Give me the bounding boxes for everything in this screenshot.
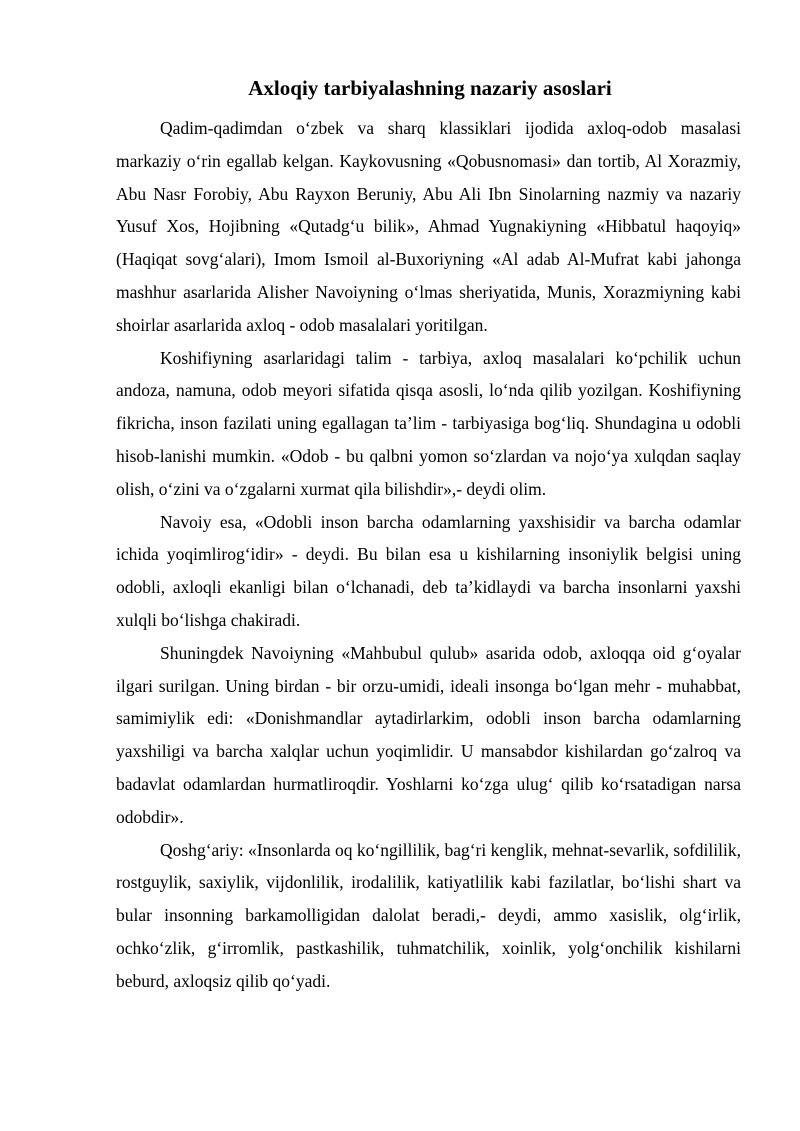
document-title: Axloqiy tarbiyalashning nazariy asoslari [248, 76, 612, 100]
paragraph-qoshgariy: Qoshg‘ariy: «Insonlarda oq ko‘ngillilik, bag‘ri kenglik, mehnat-sevarlik, sofdililik, rostguylik, saxiylik, vijdonlilik, irodalilik, katiyatlilik kabi fazilatlar, bo‘lishi shart va bular insonning barkamolligidan dalolat beradi,- deydi, ammo xasislik, olg‘irlik, ochko‘zlik, g‘irromlik, pastkashilik, tuhmatchilik, xoinlik, yolg‘onchilik kishilarni beburd, axloqsiz qilib qo‘yadi. [116, 839, 741, 991]
paragraph-mahbubul-qulub: Shuningdek Navoiyning «Mahbubul qulub» asarida odob, axloqqa oid g‘oyalar ilgari surilgan. Uning birdan - bir orzu-umidi, ideali insonga bo‘lgan mehr - muhabbat, samimiylik edi: «Donishmandlar aytadirlarkim, odobli inson barcha odamlarning yaxshiligi va barcha xalqlar uchun yoqimlidir. U mansabdor kishilardan go‘zalroq va badavlat odamlardan hurmatliroqdir. Yoshlarni ko‘zga ulug‘ qilib ko‘rsatadigan narsa odobdir». [116, 642, 741, 827]
paragraph-koshifiy: Koshifiyning asarlaridagi talim - tarbiya, axloq masalalari ko‘pchilik uchun andoza, namuna, odob meyori sifatida qisqa asosli, lo‘nda qilib yozilgan. Koshifiyning fikricha, inson fazilati uning egallagan ta’lim - tarbiyasiga bog‘liq. Shundagina u odobli hisob-lanishi mumkin. «Odob - bu qalbni yomon so‘zlardan va nojo‘ya xulqdan saqlay olish, o‘zini va o‘zgalarni xurmat qila bilishdir»,- deydi olim. [116, 347, 741, 499]
paragraph-classics: Qadim-qadimdan o‘zbek va sharq klassiklari ijodida axloq-odob masalasi markaziy o‘rin egallab kelgan. Kaykovusning «Qobusnomasi» dan tortib, Al Xorazmiy, Abu Nasr Forobiy, Abu Rayxon Beruniy, Abu Ali Ibn Sinolarning nazmiy va nazariy Yusuf Xos, Hojibning «Qutadg‘u bilik», Ahmad Yugnakiyning «Hibbatul haqoyiq» (Haqiqat sovg‘alari), Imom Ismoil al-Buxoriyning «Al adab Al-Mufrat kabi jahonga mashhur asarlarida Alisher Navoiyning o‘lmas sheriyatida, Munis, Xorazmiyning kabi shoirlar asarlarida axloq - odob masalalari yoritilgan. [116, 118, 741, 335]
document-body [116, 112, 741, 998]
paragraph-navoiy: Navoiy esa, «Odobli inson barcha odamlarning yaxshisidir va barcha odamlar ichida yoqimlirog‘idir» - deydi. Bu bilan esa u kishilarning insoniylik belgisi uning odobli, axloqli ekanligi bilan o‘lchanadi, deb ta’kidlaydi va barcha insonlarni yaxshi xulqli bo‘lishga chakiradi. [116, 511, 741, 630]
